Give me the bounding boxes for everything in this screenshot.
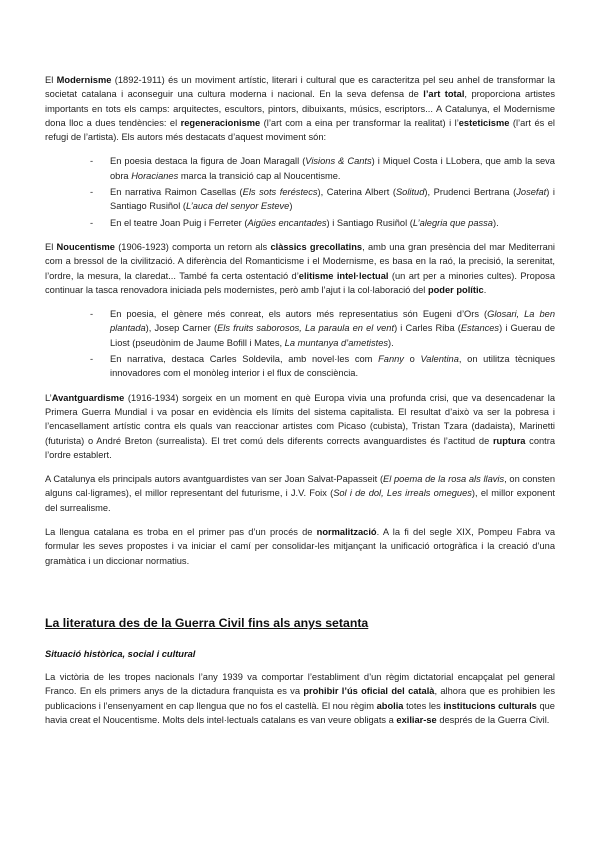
paragraph-modernisme: El Modernisme (1892-1911) és un moviment artístic, literari i cultural que es caracteritza pel seu anhel de transformar la societat catalana i aconseguir una cultura moderna i nacional. En la seva defensa de l’art total, proporciona artistes importants en tots els camps: arquitectes, escultors, pintors, dibuixants, músics, escriptors... A Catalunya, el Modernisme dona lloc a dues tendències: el regeneracionisme (l’art com a eina per transformar la realitat) i l’esteticisme (l’art és el refugi de l’artista). Els autors més destacats d’aquest moviment són: — [45, 75, 555, 143]
list-item: - En el teatre Joan Puig i Ferreter (Aigües encantades) i Santiago Rusiñol (L’alegria que passa). — [110, 216, 555, 230]
term-avantguardisme: Avantguardisme — [51, 392, 125, 403]
term-poder-politic: poder polític — [427, 284, 484, 295]
term-exiliar-se: exiliar-se — [396, 714, 437, 725]
noucentisme-authors-list — [45, 307, 555, 380]
term-normalitzacio: normalització — [316, 527, 377, 538]
term-noucentisme: Noucentisme — [56, 241, 115, 252]
term-elitisme-intellectual: elitisme intel·lectual — [298, 270, 389, 281]
paragraph-normalitzacio: La llengua catalana es troba en el primer pas d’un procés de normalització. A la fi del segle XIX, Pompeu Fabra va formular les seves propostes i va iniciar el camí per consolidar-les mitjançant la unificació ortogràfica i la creació d’una gramàtica i un diccionar normatius. — [45, 527, 555, 566]
paragraph-postwar: La victòria de les tropes nacionals l’any 1939 va comportar l’establiment d’un règim dictatorial encapçalat pel general Franco. En els primers anys de la dictadura franquista es va prohibir l’ús oficial del català, alhora que es prohibien les publicacions i l’ensenyament en cap llengua que no fos el castellà. El nou règim abolia totes les institucions culturals que havia creat el Noucentisme. Molts dels intel·lectuals catalans es van veure obligats a exiliar-se després de la Guerra Civil. — [45, 671, 555, 725]
term-institucions-culturals: institucions culturals — [443, 700, 537, 711]
term-modernisme: Modernisme — [56, 75, 112, 85]
modernisme-authors-list — [45, 154, 555, 229]
section-heading: La literatura des de la Guerra Civil fins als anys setanta — [45, 615, 369, 630]
term-abolia: abolia — [376, 700, 404, 711]
term-esteticisme: esteticisme — [458, 117, 510, 128]
list-item: - En poesia, el gènere més conreat, els autors més representatius són Eugeni d’Ors (Glosari, La ben plantada), Josep Carner (Els fruits saborosos, La paraula en el vent) i Carles Riba (Estances) i Guerau de Liost (pseudònim de Jaume Bofill i Mates, La muntanya d’ametistes). — [110, 307, 555, 350]
list-item: - En narrativa Raimon Casellas (Els sots feréstecs), Caterina Albert (Solitud), Prudenci Bertrana (Josefat) i Santiago Rusiñol (L’auca del senyor Esteve) — [110, 185, 555, 214]
paragraph-noucentisme: El Noucentisme (1906-1923) comporta un retorn als clàssics grecollatins, amb una gran presència del mar Mediterrani com a bressol de la civilització. A diferència del Romanticisme i el Modernisme, es basa en la raó, la precisió, la serenitat, l’ordre, la mesura, la claredat... També fa certa ostentació d’elitisme intel·lectual (un art per a minories cultes). Proposa continuar la tasca renovadora iniciada pels modernistes, però amb l’ajut i la col·laboració del poder polític. — [45, 241, 555, 295]
paragraph-avantguardisme: L’Avantguardisme (1916-1934) sorgeix en un moment en què Europa vivia una profunda crisi, que va desencadenar la Primera Guerra Mundial i va posar en evidència els límits del sistema capitalista. El resultat d’això va ser la pobresa i l’encasellament artístic contra els quals van reaccionar artistes com Picaso (cubista), Tristan Tzara (dadaista), Marinetti (futurista) o André Breton (surrealista). El tret comú dels diferents corrects avanguardistes és l’actitud de ruptura contra l’ordre establert. — [45, 392, 556, 460]
list-item: - En narrativa, destaca Carles Soldevila, amb novel·les com Fanny o Valentina, on utilitza tècniques innovadores com el monòleg interior i el flux de consciència. — [110, 352, 555, 381]
subsection-heading: Situació històrica, social i cultural — [45, 648, 196, 659]
term-ruptura: ruptura — [492, 435, 526, 446]
list-item: - En poesia destaca la figura de Joan Maragall (Visions & Cants) i Miquel Costa i LLobera, que amb la seva obra Horacianes marca la transició cap al Noucentisme. — [110, 154, 555, 183]
term-classics-grecollatins: clàssics grecollatins — [270, 241, 363, 252]
term-art-total: l’art total — [423, 89, 465, 100]
paragraph-catalan-avantguardists: A Catalunya els principals autors avantguardistes van ser Joan Salvat-Papasseit (El poema de la rosa als llavis, on consten alguns cal·ligrames), el millor representant del futurisme, i J.V. Foix (Sol i de dol, Les irreals omegues), el millor exponent del surrealisme. — [45, 474, 555, 513]
term-prohibir-catala: prohibir l’ús oficial del català — [303, 686, 435, 697]
term-regeneracionisme: regeneracionisme — [180, 117, 261, 128]
